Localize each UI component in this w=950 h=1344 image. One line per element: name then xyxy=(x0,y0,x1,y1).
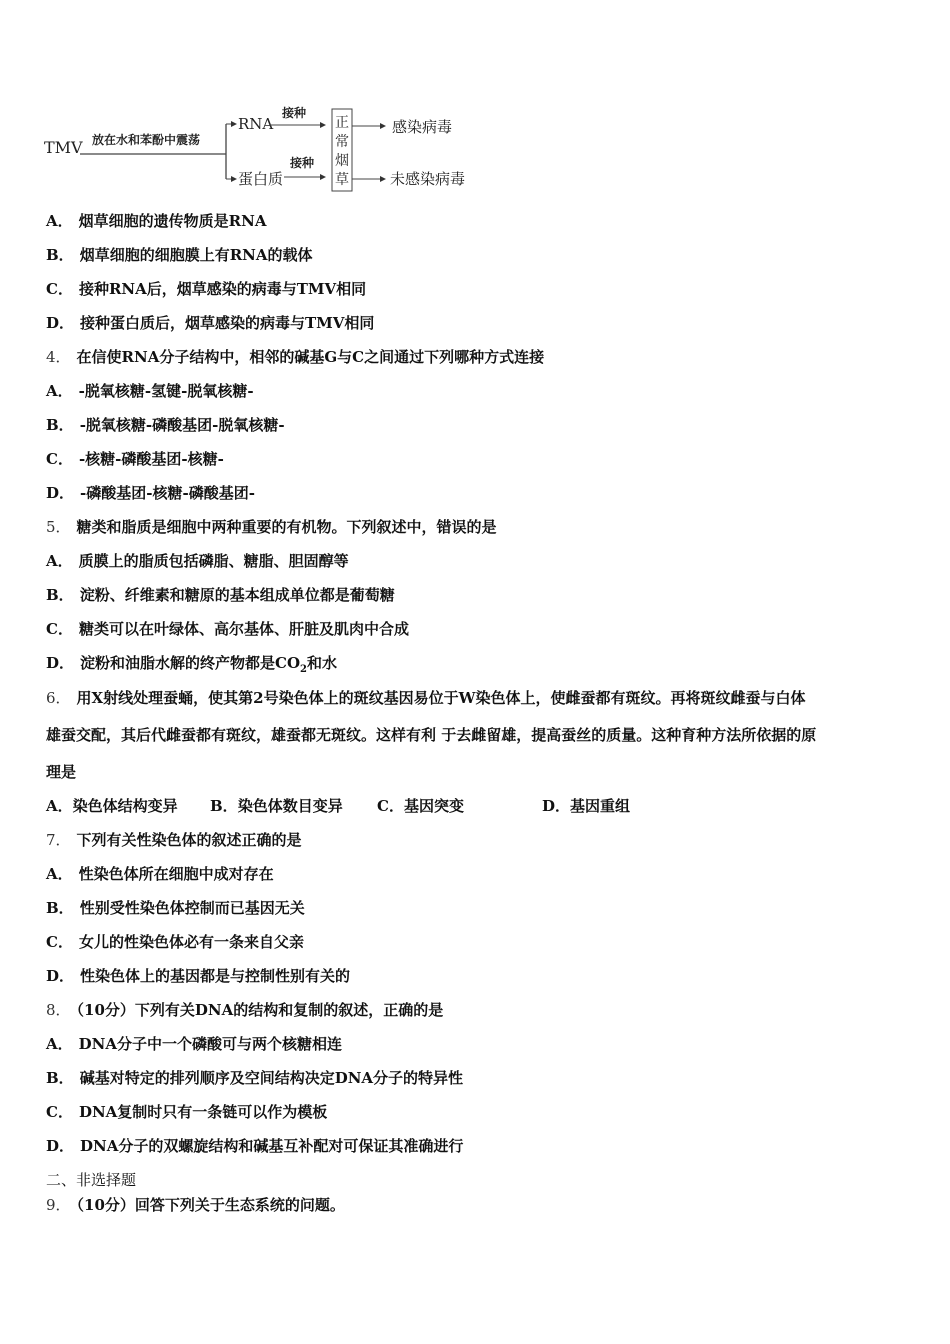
option-text: 碱基对特定的排列顺序及空间结构决定DNA分子的特异性 xyxy=(79,1069,464,1087)
q6-option-d xyxy=(542,796,630,816)
q6-option-b xyxy=(210,796,343,816)
option-label: D． xyxy=(46,967,75,985)
question-number: 5． xyxy=(46,518,71,536)
option-text: 基因突变 xyxy=(403,797,464,815)
q4-stem xyxy=(46,347,544,367)
q5-option-d xyxy=(46,653,337,680)
question-number: 4． xyxy=(46,348,71,366)
q6-option-a xyxy=(46,796,178,816)
diagram-infected: 感染病毒 xyxy=(392,118,453,136)
question-text: 糖类和脂质是细胞中两种重要的有机物。下列叙述中，错误的是 xyxy=(76,518,497,536)
question-number: 9． xyxy=(46,1196,71,1214)
q6-option-c xyxy=(377,796,464,816)
q4-option-b xyxy=(46,415,285,435)
question-number: 8． xyxy=(46,1001,71,1019)
option-text: 接种蛋白质后，烟草感染的病毒与TMV相同 xyxy=(80,314,375,332)
option-text: 染色体结构变异 xyxy=(72,797,178,815)
q5-option-c xyxy=(46,619,409,639)
option-text: 女儿的性染色体必有一条来自父亲 xyxy=(78,933,304,951)
option-text: 基因重组 xyxy=(570,797,631,815)
question-text: 在信使RNA分子结构中，相邻的碱基G与C之间通过下列哪种方式连接 xyxy=(76,348,545,366)
option-text: 性染色体上的基因都是与控制性别有关的 xyxy=(80,967,351,985)
option-text: 染色体数目变异 xyxy=(237,797,343,815)
option-label: A． xyxy=(46,1035,73,1053)
option-label: B． xyxy=(46,1069,74,1087)
diagram-plant-3: 烟 xyxy=(335,153,349,169)
q8-option-d xyxy=(46,1136,463,1156)
option-text: 性别受性染色体控制而已基因无关 xyxy=(79,899,305,917)
q3-option-b xyxy=(46,245,313,265)
question-text: 理是 xyxy=(46,763,77,781)
option-label: C． xyxy=(46,933,73,951)
diagram-plant-1: 正 xyxy=(335,115,349,131)
q7-option-b xyxy=(46,898,305,918)
diagram-inoculate-2: 接种 xyxy=(290,156,315,170)
option-label: B． xyxy=(46,586,74,604)
option-text: 淀粉和油脂水解的终产物都是CO xyxy=(80,654,301,672)
q3-option-d xyxy=(46,313,374,333)
option-label: D． xyxy=(46,314,75,332)
diagram-not-infected: 未感染病毒 xyxy=(390,170,466,188)
option-text-tail: 和水 xyxy=(307,654,338,672)
question-text: （10分）回答下列关于生态系统的问题。 xyxy=(76,1196,345,1214)
question-text: 用X射线处理蚕蛹，使其第2号染色体上的斑纹基因易位于W染色体上，使雌蚕都有斑纹。再将斑纹雌蚕与白体 xyxy=(76,689,806,707)
q9-stem xyxy=(46,1195,345,1215)
q6-stem-line3 xyxy=(46,762,76,782)
diagram-plant-4: 草 xyxy=(335,172,349,188)
question-text: （10分）下列有关DNA的结构和复制的叙述，正确的是 xyxy=(76,1001,444,1019)
q7-option-d xyxy=(46,966,350,986)
q3-option-a xyxy=(46,211,266,231)
option-text: 接种RNA后，烟草感染的病毒与TMV相同 xyxy=(78,280,367,298)
q5-stem xyxy=(46,517,497,537)
q4-option-d xyxy=(46,483,255,503)
option-label: A． xyxy=(46,382,73,400)
option-label: B． xyxy=(46,416,74,434)
option-text: 烟草细胞的遗传物质是RNA xyxy=(78,212,267,230)
q3-option-c xyxy=(46,279,366,299)
option-text: -脱氧核糖-磷酸基团-脱氧核糖- xyxy=(79,416,285,434)
option-text: 糖类可以在叶绿体、高尔基体、肝脏及肌肉中合成 xyxy=(78,620,409,638)
q5-option-a xyxy=(46,551,349,571)
q6-stem-line2 xyxy=(46,725,816,745)
diagram-process: 放在水和苯酚中震荡 xyxy=(92,133,201,147)
option-text: 质膜上的脂质包括磷脂、糖脂、胆固醇等 xyxy=(78,552,349,570)
option-label: C． xyxy=(46,1103,73,1121)
q8-option-c xyxy=(46,1102,327,1122)
option-label: B． xyxy=(46,899,74,917)
option-text: 性染色体所在细胞中成对存在 xyxy=(78,865,274,883)
diagram-plant-2: 常 xyxy=(335,134,349,150)
diagram-inoculate-1: 接种 xyxy=(282,106,307,120)
section-heading: 二、非选择题 xyxy=(46,1171,137,1189)
option-text: -磷酸基团-核糖-磷酸基团- xyxy=(80,484,255,502)
option-label: D． xyxy=(46,654,75,672)
option-label: D． xyxy=(542,797,571,815)
option-text: DNA分子的双螺旋结构和碱基互补配对可保证其准确进行 xyxy=(80,1137,464,1155)
q8-stem xyxy=(46,1000,443,1020)
q4-option-a xyxy=(46,381,254,401)
option-text: -脱氧核糖-氢键-脱氧核糖- xyxy=(78,382,254,400)
option-label: A． xyxy=(46,552,73,570)
diagram-protein: 蛋白质 xyxy=(238,170,284,188)
option-text: -核糖-磷酸基团-核糖- xyxy=(78,450,224,468)
q8-option-b xyxy=(46,1068,463,1088)
q8-option-a xyxy=(46,1034,342,1054)
question-number: 6． xyxy=(46,689,71,707)
option-label: C． xyxy=(46,620,73,638)
option-text: DNA分子中一个磷酸可与两个核糖相连 xyxy=(78,1035,342,1053)
option-label: A． xyxy=(46,865,73,883)
option-label: C． xyxy=(377,797,404,815)
question-number: 7． xyxy=(46,831,71,849)
question-text: 下列有关性染色体的叙述正确的是 xyxy=(76,831,302,849)
option-text: 烟草细胞的细胞膜上有RNA的载体 xyxy=(79,246,313,264)
diagram-tmv: TMV xyxy=(44,138,83,157)
q4-option-c xyxy=(46,449,224,469)
option-text: 淀粉、纤维素和糖原的基本组成单位都是葡萄糖 xyxy=(79,586,395,604)
option-label: C． xyxy=(46,450,73,468)
option-label: A． xyxy=(46,797,73,815)
q6-stem-line1 xyxy=(46,688,805,708)
subscript: 2 xyxy=(300,664,307,675)
option-label: B． xyxy=(210,797,238,815)
option-label: D． xyxy=(46,1137,75,1155)
option-label: C． xyxy=(46,280,73,298)
option-label: D． xyxy=(46,484,75,502)
q7-option-a xyxy=(46,864,274,884)
option-label: A． xyxy=(46,212,73,230)
q7-stem xyxy=(46,830,302,850)
question-text: 雄蚕交配，其后代雌蚕都有斑纹，雄蚕都无斑纹。这样有利 于去雌留雄，提高蚕丝的质量。这种育种方法所依据的原 xyxy=(46,726,817,744)
q5-option-b xyxy=(46,585,395,605)
option-label: B． xyxy=(46,246,74,264)
diagram-rna: RNA xyxy=(238,115,274,133)
tmv-experiment-diagram xyxy=(40,100,480,195)
q7-option-c xyxy=(46,932,304,952)
option-text: DNA复制时只有一条链可以作为模板 xyxy=(78,1103,328,1121)
